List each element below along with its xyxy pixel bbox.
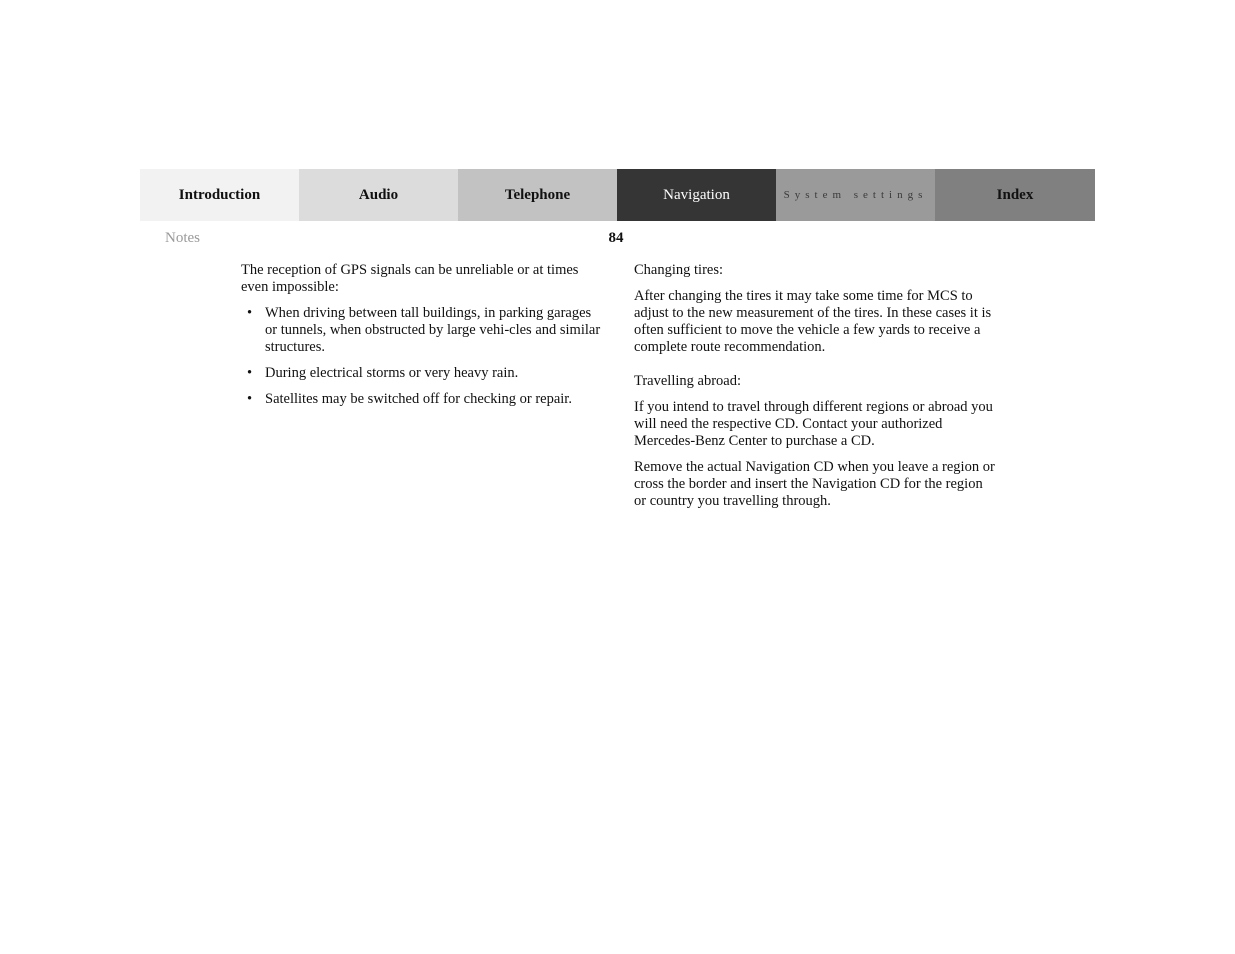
gps-obstruction-list — [241, 305, 606, 408]
tab-navigation[interactable]: Navigation — [617, 169, 776, 221]
tab-telephone[interactable]: Telephone — [458, 169, 617, 221]
list-item: • When driving between tall buildings, in parking garages or tunnels, when obstructed by large vehi-cles and similar structures. — [241, 305, 606, 356]
tab-introduction[interactable]: Introduction — [140, 169, 299, 221]
abroad-heading: Travelling abroad: — [634, 373, 741, 389]
abroad-paragraph-2: Remove the actual Navigation CD when you leave a region or cross the border and insert the Navigation CD for the region or country you travelling through. — [634, 459, 995, 509]
tires-paragraph: After changing the tires it may take some time for MCS to adjust to the new measurement of the tires. In these cases it is often sufficient to move the vehicle a few yards to receive a complete route recommendation. — [634, 288, 992, 355]
list-item: • Satellites may be switched off for checking or repair. — [241, 391, 606, 408]
tab-index[interactable]: Index — [935, 169, 1095, 221]
section-label: Notes — [165, 230, 200, 246]
tab-system-settings[interactable]: System settings — [776, 169, 935, 221]
tires-heading: Changing tires: — [634, 262, 724, 278]
abroad-paragraph-1: If you intend to travel through different regions or abroad you will need the respective CD. Contact your authorized Mercedes-Benz Center to purchase a CD. — [634, 399, 993, 449]
list-item: • During electrical storms or very heavy rain. — [241, 365, 606, 382]
right-column — [634, 262, 996, 519]
gps-intro-paragraph: The reception of GPS signals can be unreliable or at times even impossible: — [241, 262, 579, 295]
page-number: 84 — [608, 230, 624, 246]
chapter-tab-bar — [140, 169, 1095, 221]
left-column — [241, 262, 606, 417]
tab-audio[interactable]: Audio — [299, 169, 458, 221]
